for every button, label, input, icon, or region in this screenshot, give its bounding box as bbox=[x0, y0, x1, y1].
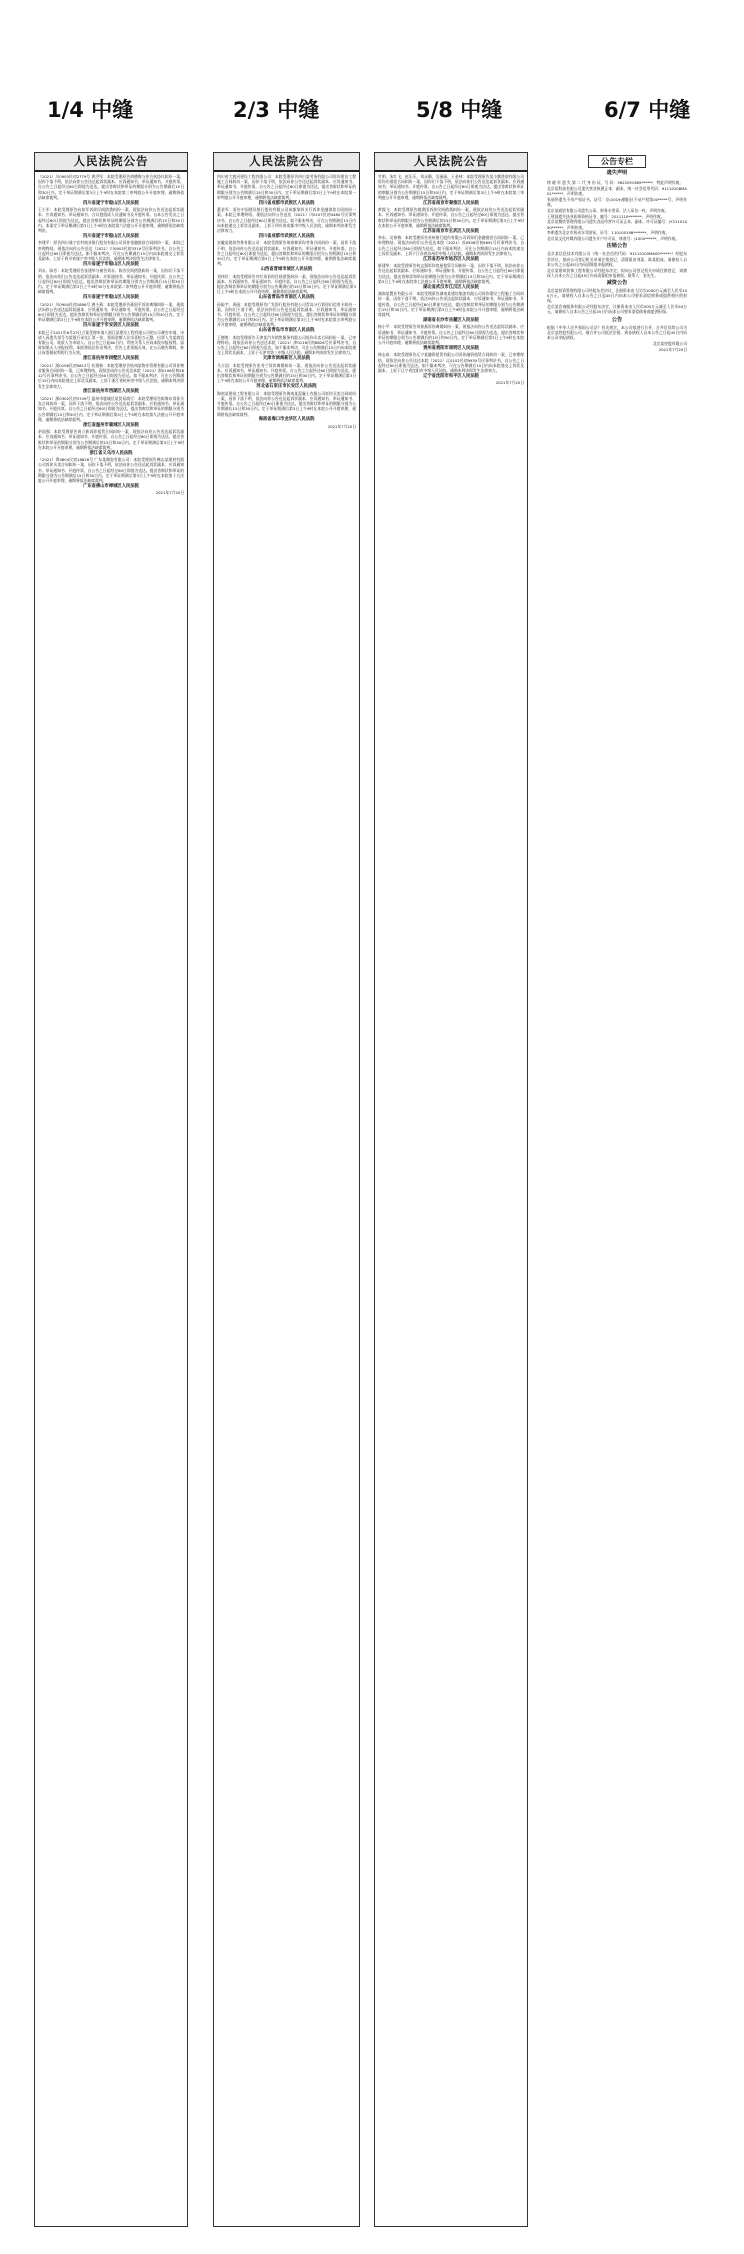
court-name: 辽宁省沈阳市和平区人民法院 bbox=[423, 373, 479, 379]
section-subheader: 注销公告 bbox=[606, 243, 628, 250]
signature-line: 北京某控股有限公司 bbox=[652, 340, 687, 346]
notice-paragraph: 北京某投资管理有限公司经股东会决议，注册资本由人民币1000万元减至人民币100万元，请债权人自本公告之日起45日内向本公司要求清偿债务或提供相应的担保。 bbox=[547, 288, 687, 304]
court-name: 山西省晋城市城区人民法院 bbox=[260, 267, 313, 273]
notice-paragraph: 湖南某置业有限公司：本院受理原告湖南某建设集团有限公司诉你建设工程施工合同纠纷一案，因你下落不明，依法向你公告送达起诉状副本、应诉通知书、举证通知书、开庭传票。自公告之日起经过60日即视为送达。提出答辩状和举证的期限分别为公告期满后15日和30日内。定于举证期满后第3日上午9时在本院公开开庭审理，逾期将依法缺席裁判。 bbox=[378, 291, 524, 318]
signature-line: 2021年7月20日 bbox=[658, 346, 687, 352]
notice-paragraph: 北京某商贸有限公司遗失公章、财务专用章、法人章各一枚，声明作废。 bbox=[547, 207, 669, 213]
notice-paragraph: 王建国遗失执业医师资格证书，编号：2011110*******，声明作废。 bbox=[547, 213, 665, 219]
court-name: 江苏省苏州市姑苏区人民法院 bbox=[423, 256, 479, 262]
notice-paragraph: 四川省大渡河建设工程有限公司：本院受理原告四川某劳务有限公司诉你建设工程施工合同纠纷一案，因你下落不明，依法向你公告送达起诉状副本、应诉通知书、举证通知书、开庭传票。自公告之日起经过60日即视为送达。提出答辩状和举证的期限分别为公告期满后15日和30日内。定于举证期满后第3日上午9时在本院第一审判庭公开开庭审理，逾期将依法缺席裁判。 bbox=[217, 174, 356, 200]
section-subheader: 遗失声明 bbox=[606, 170, 628, 176]
notice-paragraph: 王小军：本院受理原告向佑军诉你民间借贷纠纷一案，现依法向你公告送达起诉状副本、应诉通知书、举证通知书、合议庭组成人员通知书及开庭传票。自本公告发出之日起经过60日即视为送达。提出答辩状和举证的期限分别为公告期满后的15日和30日内。本案定于举证期满后第3日上午9时在本院第六法庭公开开庭审理，逾期将依法缺席判决。 bbox=[38, 207, 184, 234]
notice-paragraph: 黄俊飞：本院受理原告姚建国诉你民间借贷纠纷一案，现依法向你公告送达起诉状副本、应诉通知书、举证通知书、开庭传票。自公告之日起经过60日即视为送达。提出答辩状和举证的期限分别为公告期满后的15日和30日内。定于举证期满后第3日上午9时在本院公开开庭审理，逾期将依法缺席裁判。 bbox=[378, 207, 524, 228]
signature-line: 2021年7月20日 bbox=[495, 380, 524, 386]
notice-paragraph: （2021）川0904民初1886号 唐小燕：本院受理原告蒋国平诉你离婚纠纷一案，现依法向你公告送达起诉状副本、应诉通知书、举证通知书、开庭传票。自公告之日起经过60日即视为送达。提出答辩状和举证的期限分别为公告期满后的15日和30日内。定于举证期满后第3日上午9时在本院公开开庭审理，逾期将依法缺席裁判。 bbox=[38, 301, 184, 323]
court-name: 湖北省武汉市江汉区人民法院 bbox=[423, 284, 479, 290]
notice-paragraph: 刘永、陈芳：本院受理原告张建华与被告刘永、陈芳民间借贷纠纷一案，因你们下落不明，依法向你们公告送达起诉状副本、应诉通知书、举证通知书、开庭传票。自公告之日起经过60日即视为送达。提出答辩状和举证的期限分别为公告期满后15日和30日内。定于举证期满后第3日上午9时30分在本院第二审判庭公开开庭审理，逾期将依法缺席裁判。 bbox=[38, 268, 184, 295]
signature-line: 2021年7月20日 bbox=[327, 424, 356, 430]
court-name: 海南省海口市龙华区人民法院 bbox=[258, 417, 315, 423]
court-name: 浙江省义乌市人民法院 bbox=[89, 450, 133, 456]
court-name: 天津市滨海新区人民法院 bbox=[262, 356, 311, 362]
column-header: 人民法院公告 bbox=[375, 153, 527, 172]
notice-paragraph: 安徽某建筑劳务有限公司：本院受理原告胡春林诉你劳务合同纠纷一案，因你下落不明，依法向你公告送达起诉状副本、应诉通知书、举证通知书、开庭传票。自公告之日起经过60日即视为送达。提出答辩状和举证的期限分别为公告期满后15日和30日内。定于举证期满后第3日上午9时在本院公开开庭审理，逾期将依法缺席裁判。 bbox=[217, 240, 356, 267]
court-name: 浙江省杭州市西湖区人民法院 bbox=[83, 389, 139, 395]
notice-paragraph: （2021）浙0106民初5812号 杜建新：本院受理原告杭州某物业管理有限公司诉你物业服务合同纠纷一案，已审理终结。现依法向你公告送达本院（2021）浙0106民初5812号民事判决书。自公告之日起经过60日即视为送达。如不服本判决，可在公告期满后15日内向本院递交上诉状及副本，上诉于浙江省杭州市中级人民法院。逾期本判决即发生法律效力。 bbox=[38, 362, 184, 389]
column-6-7 bbox=[544, 152, 690, 2227]
notice-paragraph: 北京某科技有限公司遗失营业执照正本、副本，统一社会信用代码：91110108MA01******，声明作废。 bbox=[547, 185, 687, 196]
fold-label-1-4: 1/4 中缝 bbox=[47, 98, 134, 122]
notice-paragraph: （2021）浙0302民初3749号 温州市鹿城区某贸易商行：本院受理原告陈海东诉你买卖合同纠纷一案，因你下落不明，依法向你公告送达起诉状副本、应诉通知书、举证通知书、开庭传票。自公告之日起经过60日即视为送达。提出答辩状和举证的期限分别为公告期满后15日和30日内。定于举证期满后第3日上午9时在本院第九法庭公开开庭审理，逾期将依法缺席裁判。 bbox=[38, 396, 184, 422]
notice-paragraph: 海南某建筑工程有限公司：本院受理原告海南某混凝土有限公司诉你买卖合同纠纷一案，因你下落不明，依法向你公告送达起诉状副本、应诉通知书、举证通知书、开庭传票。自公告之日起经过60日即视为送达。提出答辩状和举证的期限分别为公告期满后15日和30日内。定于举证期满后第3日上午9时在本院公开开庭审理，逾期将依法缺席裁判。 bbox=[217, 390, 356, 417]
notice-paragraph: 北京某餐饮管理有限公司遗失食品经营许可证正本、副本，许可证编号：JY21101050******，声明作废。 bbox=[547, 219, 687, 230]
notice-paragraph: 北京某咨询服务有限公司经股东决定，注册资本由人民币500万元减至人民币50万元，请债权人自本公告之日起45日内向本公司要求清偿债务或提供担保。 bbox=[547, 304, 687, 315]
court-name: 四川省遂宁市船山区人民法院 bbox=[83, 295, 139, 301]
notice-paragraph: （2021）粤0604民初18826号 广东某陶瓷有限公司：本院受理原告佛山某建材有限公司诉你买卖合同纠纷一案，因你下落不明，依法向你公告送达起诉状副本、应诉通知书、举证通知书、开庭传票。自公告之日起经过60日即视为送达。提出答辩状和举证的期限分别为公告期满后15日和30日内。定于举证期满后第3日上午9时在本院第十五法庭公开开庭审理，逾期将依法缺席裁判。 bbox=[38, 457, 184, 484]
notice-paragraph: （2021）川0903民初2779号 黄洪军：本院受理原告胡德海与你合伙协议纠纷一案，因你下落不明，依法向你公告送达起诉状副本、应诉通知书、举证通知书、开庭传票。自公告之日起经过60日即视为送达。提出答辩状和举证的期限分别为公告期满后15日和30日内。定于举证期满后第3日上午9时在本院第三审判庭公开开庭审理，逾期将依法缺席裁判。 bbox=[38, 174, 184, 200]
notice-paragraph: 北京某文化传媒有限公司遗失开户许可证，核准号：J1000******，声明作废。 bbox=[547, 236, 680, 242]
column-1-4 bbox=[34, 152, 188, 2227]
column-header: 人民法院公告 bbox=[214, 153, 359, 172]
court-name: 江苏省南京市玄武区人民法院 bbox=[423, 228, 479, 234]
court-name: 四川省遂宁市船山区人民法院 bbox=[83, 261, 139, 267]
notice-paragraph: 李建平：原告四川遂宁农村商业银行股份有限公司诉你金融借款合同纠纷一案，本院已审理终结。现依法向你公告送达（2021）川0903民初3319号民事判决书。自公告之日起经过60日即视为送达。如不服本判决，可在公告期满后15日内向本院递交上诉状及副本，上诉于四川省遂宁市中级人民法院。逾期本判决即发生法律效力。 bbox=[38, 240, 184, 262]
notice-paragraph: 本院已于2021年6月23日立案受理申请人浙江某建设工程有限公司的公示催告申请，申请人因遗失票号为某银行承兑汇票一张，票面金额人民币壹拾万元整，出票人为某商贸有限公司，收款人为申请人。自公告之日起60日内，利害关系人应向本院申报权利。届时如果无人申报权利，本院将依法作出判决，宣告上述票据无效。在公示催告期间，转让该票据权利的行为无效。 bbox=[38, 329, 185, 356]
notice-paragraph: 陈建华：本院受理原告何志强诉你房屋租赁合同纠纷一案，因你下落不明，依法向你公告送达起诉状副本、应诉通知书、举证通知书、开庭传票。自公告之日起经过60日即视为送达。提出答辩状和举证的期限分别为公告期满后15日和30日内。定于举证期满后第3日上午9时在本院第七法庭公开开庭审理，逾期将依法缺席裁判。 bbox=[378, 263, 524, 284]
column-body bbox=[544, 178, 690, 354]
court-name: 浙江省温州市鹿城区人民法院 bbox=[83, 422, 139, 428]
column-header: 人民法院公告 bbox=[35, 153, 187, 172]
court-name: 广东省佛山市禅城区人民法院 bbox=[83, 483, 139, 489]
notice-paragraph: 竹明、朱红飞、赵乐乐、刘永顺、吴丽丽、王金林：本院受理原告某小额贷款有限公司诉你们借款合同纠纷一案，因你们下落不明，依法向你们公告送达起诉状副本、应诉通知书、举证通知书、开庭传票。自公告之日起经过60日即视为送达。提出答辩状和举证的期限分别为公告期满后15日和30日内。定于举证期满后第3日上午9时在本院第三审判庭公开开庭审理，逾期将依法缺席裁判。 bbox=[378, 174, 524, 200]
notice-paragraph: 杨小平：本院受理原告刘春燕诉你离婚纠纷一案，现依法向你公告送达起诉状副本、应诉通知书、举证通知书、开庭传票。自公告之日起经过60日即视为送达。提出答辩状和举证的期限分别为公告期满后的15日和30日内。定于举证期满后第3日上午9时在本院公开开庭审理，逾期将依法缺席裁判。 bbox=[378, 324, 524, 346]
column-body bbox=[35, 172, 187, 498]
court-name: 山东省青岛市市南区人民法院 bbox=[258, 328, 315, 334]
court-name: 贵州省贵阳市南明区人民法院 bbox=[423, 345, 479, 351]
notice-paragraph: 徐 晓 军 遗 失 第 二 代 身 份 证，号 码：3625291985******，特此声明作废。 bbox=[547, 180, 684, 185]
court-name: 江苏省南京市秦淮区人民法院 bbox=[423, 200, 479, 206]
court-name: 四川省遂宁市安居区人民法院 bbox=[83, 323, 139, 329]
column-2-3 bbox=[213, 152, 360, 2227]
notice-paragraph: 北京某信息技术有限公司（统一社会信用代码：91110105MA00******）经股东会决议，拟向公司登记机关申请注销登记，清算组由刘某、陈某组成，请债权人自本公告之日起45日内向清算组申报债权。 bbox=[547, 251, 687, 267]
fold-label-5-8: 5/8 中缝 bbox=[416, 98, 503, 122]
notice-paragraph: 根据《中华人民共和国公司法》有关规定，本公司拟进行合并，合并后存续公司为北京某控股有限公司，被合并公司依法注销。请各债权人自本公告之日起45日内向本公司申报债权。 bbox=[547, 324, 687, 341]
notice-paragraph: 余国强：本院受理原告周立新诉你租赁合同纠纷一案，现依法向你公告送达起诉状副本、应诉通知书、举证通知书、开庭传票。自公告之日起经过60日即视为送达。提出答辩状和举证的期限分别为公告期满后的15日和30日内。定于举证期满后第3日上午9时在本院公开开庭审理，逾期将依法缺席裁判。 bbox=[38, 429, 184, 450]
notice-paragraph: 北京某建筑装饰工程有限公司经股东决定，拟向公司登记机关申请注销登记，请债权人自本公告之日起45日内向清算组申报债权。联系人：张先生。 bbox=[547, 267, 687, 278]
court-name: 湖南省长沙市岳麓区人民法院 bbox=[423, 317, 479, 323]
signature-line: 2021年7月20日 bbox=[155, 490, 184, 496]
column-5-8 bbox=[374, 152, 528, 2227]
court-name: 四川省遂宁市船山区人民法院 bbox=[83, 200, 139, 206]
section-subheader: 公告 bbox=[611, 316, 623, 323]
notice-paragraph: 董金军：原告中国建设银行股份有限公司成都第四支行诉你金融借款合同纠纷一案，本院已审理终结。现依法向你公告送达（2021）川0107民初4480号民事判决书。自公告之日起经过60日即视为送达。如不服本判决，可在公告期满后15日内向本院递交上诉状及副本，上诉于四川省成都市中级人民法院。逾期本判决即发生法律效力。 bbox=[217, 207, 356, 234]
court-name: 浙江省杭州市拱墅区人民法院 bbox=[83, 356, 139, 362]
notice-paragraph: 林志成：本院受理原告辽宁某融资租赁有限公司诉你融资租赁合同纠纷一案，已审理终结。现依法向你公告送达本院（2021）辽0102民初9930号民事判决书。自公告之日起经过60日即视为送达。如不服本判决，可在公告期满后15日内向本院递交上诉状及副本，上诉于辽宁省沈阳市中级人民法院。逾期本判决即发生法律效力。 bbox=[378, 352, 524, 374]
notice-paragraph: 李明遗失北京市机动车驾驶证，证号：110105198*******，声明作废。 bbox=[547, 230, 670, 236]
fold-label-6-7: 6/7 中缝 bbox=[604, 98, 691, 122]
court-name: 河北省石家庄市长安区人民法院 bbox=[256, 384, 317, 390]
notice-paragraph: 马立国：本院受理原告张秀兰诉你离婚纠纷一案，现依法向你公告送达起诉状副本、应诉通知书、举证通知书、开庭传票。自公告之日起经过60日即视为送达。提出答辩状和举证的期限分别为公告期满后的15日和30日内。定于举证期满后第3日上午9时在本院公开开庭审理，逾期将依法缺席裁判。 bbox=[217, 362, 356, 384]
section-subheader: 减资公告 bbox=[606, 280, 628, 286]
notice-paragraph: 孙振宇、周丽：本院受理原告广发银行股份有限公司青岛分行诉你们信用卡纠纷一案，因你们下落不明，依法向你们公告送达起诉状副本、应诉通知书、举证通知书、开庭传票。自公告之日起经过60日即视为送达。提出答辩状和举证的期限分别为公告期满后15日和30日内。定于举证期满后第3日上午9时在本院第五审判庭公开开庭审理，逾期将依法缺席裁判。 bbox=[217, 301, 356, 328]
court-name: 山东省青岛市市南区人民法院 bbox=[258, 295, 315, 301]
court-name: 四川省成都市武侯区人民法院 bbox=[258, 200, 315, 206]
notice-paragraph: 李东、吴春梅：本院受理原告苏州银行股份有限公司诉你们金融借款合同纠纷一案，已审理终结。现依法向你们公告送达本院（2021）苏0508民初6691号民事判决书。自公告之日起经过60日即视为送达。如不服本判决，可在公告期满后15日内向本院递交上诉状及副本，上诉于江苏省苏州市中级人民法院。逾期本判决即发生法律效力。 bbox=[378, 235, 524, 256]
notice-paragraph: 刘伟民：本院受理原告许红英诉你民间借贷纠纷一案，现依法向你公告送达起诉状副本、应诉通知书、举证通知书、开庭传票。自公告之日起经过60日即视为送达。提出答辩状和举证的期限分别为公告期满后的15日和30日内。定于举证期满后第3日上午9时在本院公开开庭审理，逾期将依法缺席裁判。 bbox=[217, 273, 356, 295]
column-header: 公告专栏 bbox=[588, 155, 646, 168]
court-name: 四川省成都市武侯区人民法院 bbox=[258, 233, 315, 239]
column-body bbox=[214, 172, 359, 432]
column-body bbox=[375, 172, 527, 388]
court-name: 四川省遂宁市船山区人民法院 bbox=[83, 233, 139, 239]
notice-paragraph: 王德胜：本院受理原告天津某汽车销售服务有限公司诉你买卖合同纠纷一案，已审理终结。现依法向你公告送达本院（2021）津0116民初8826号民事判决书。自公告之日起经过60日即视为送达。如不服本判决，可在公告期满后15日内向本院递交上诉状及副本，上诉于天津市第三中级人民法院。逾期本判决即发生法律效力。 bbox=[217, 334, 356, 356]
fold-label-2-3: 2/3 中缝 bbox=[233, 98, 320, 122]
notice-paragraph: 张丽华遗失不动产权证书，证号：京(2019)朝阳区不动产权第00*****号，声明作废。 bbox=[547, 196, 687, 207]
